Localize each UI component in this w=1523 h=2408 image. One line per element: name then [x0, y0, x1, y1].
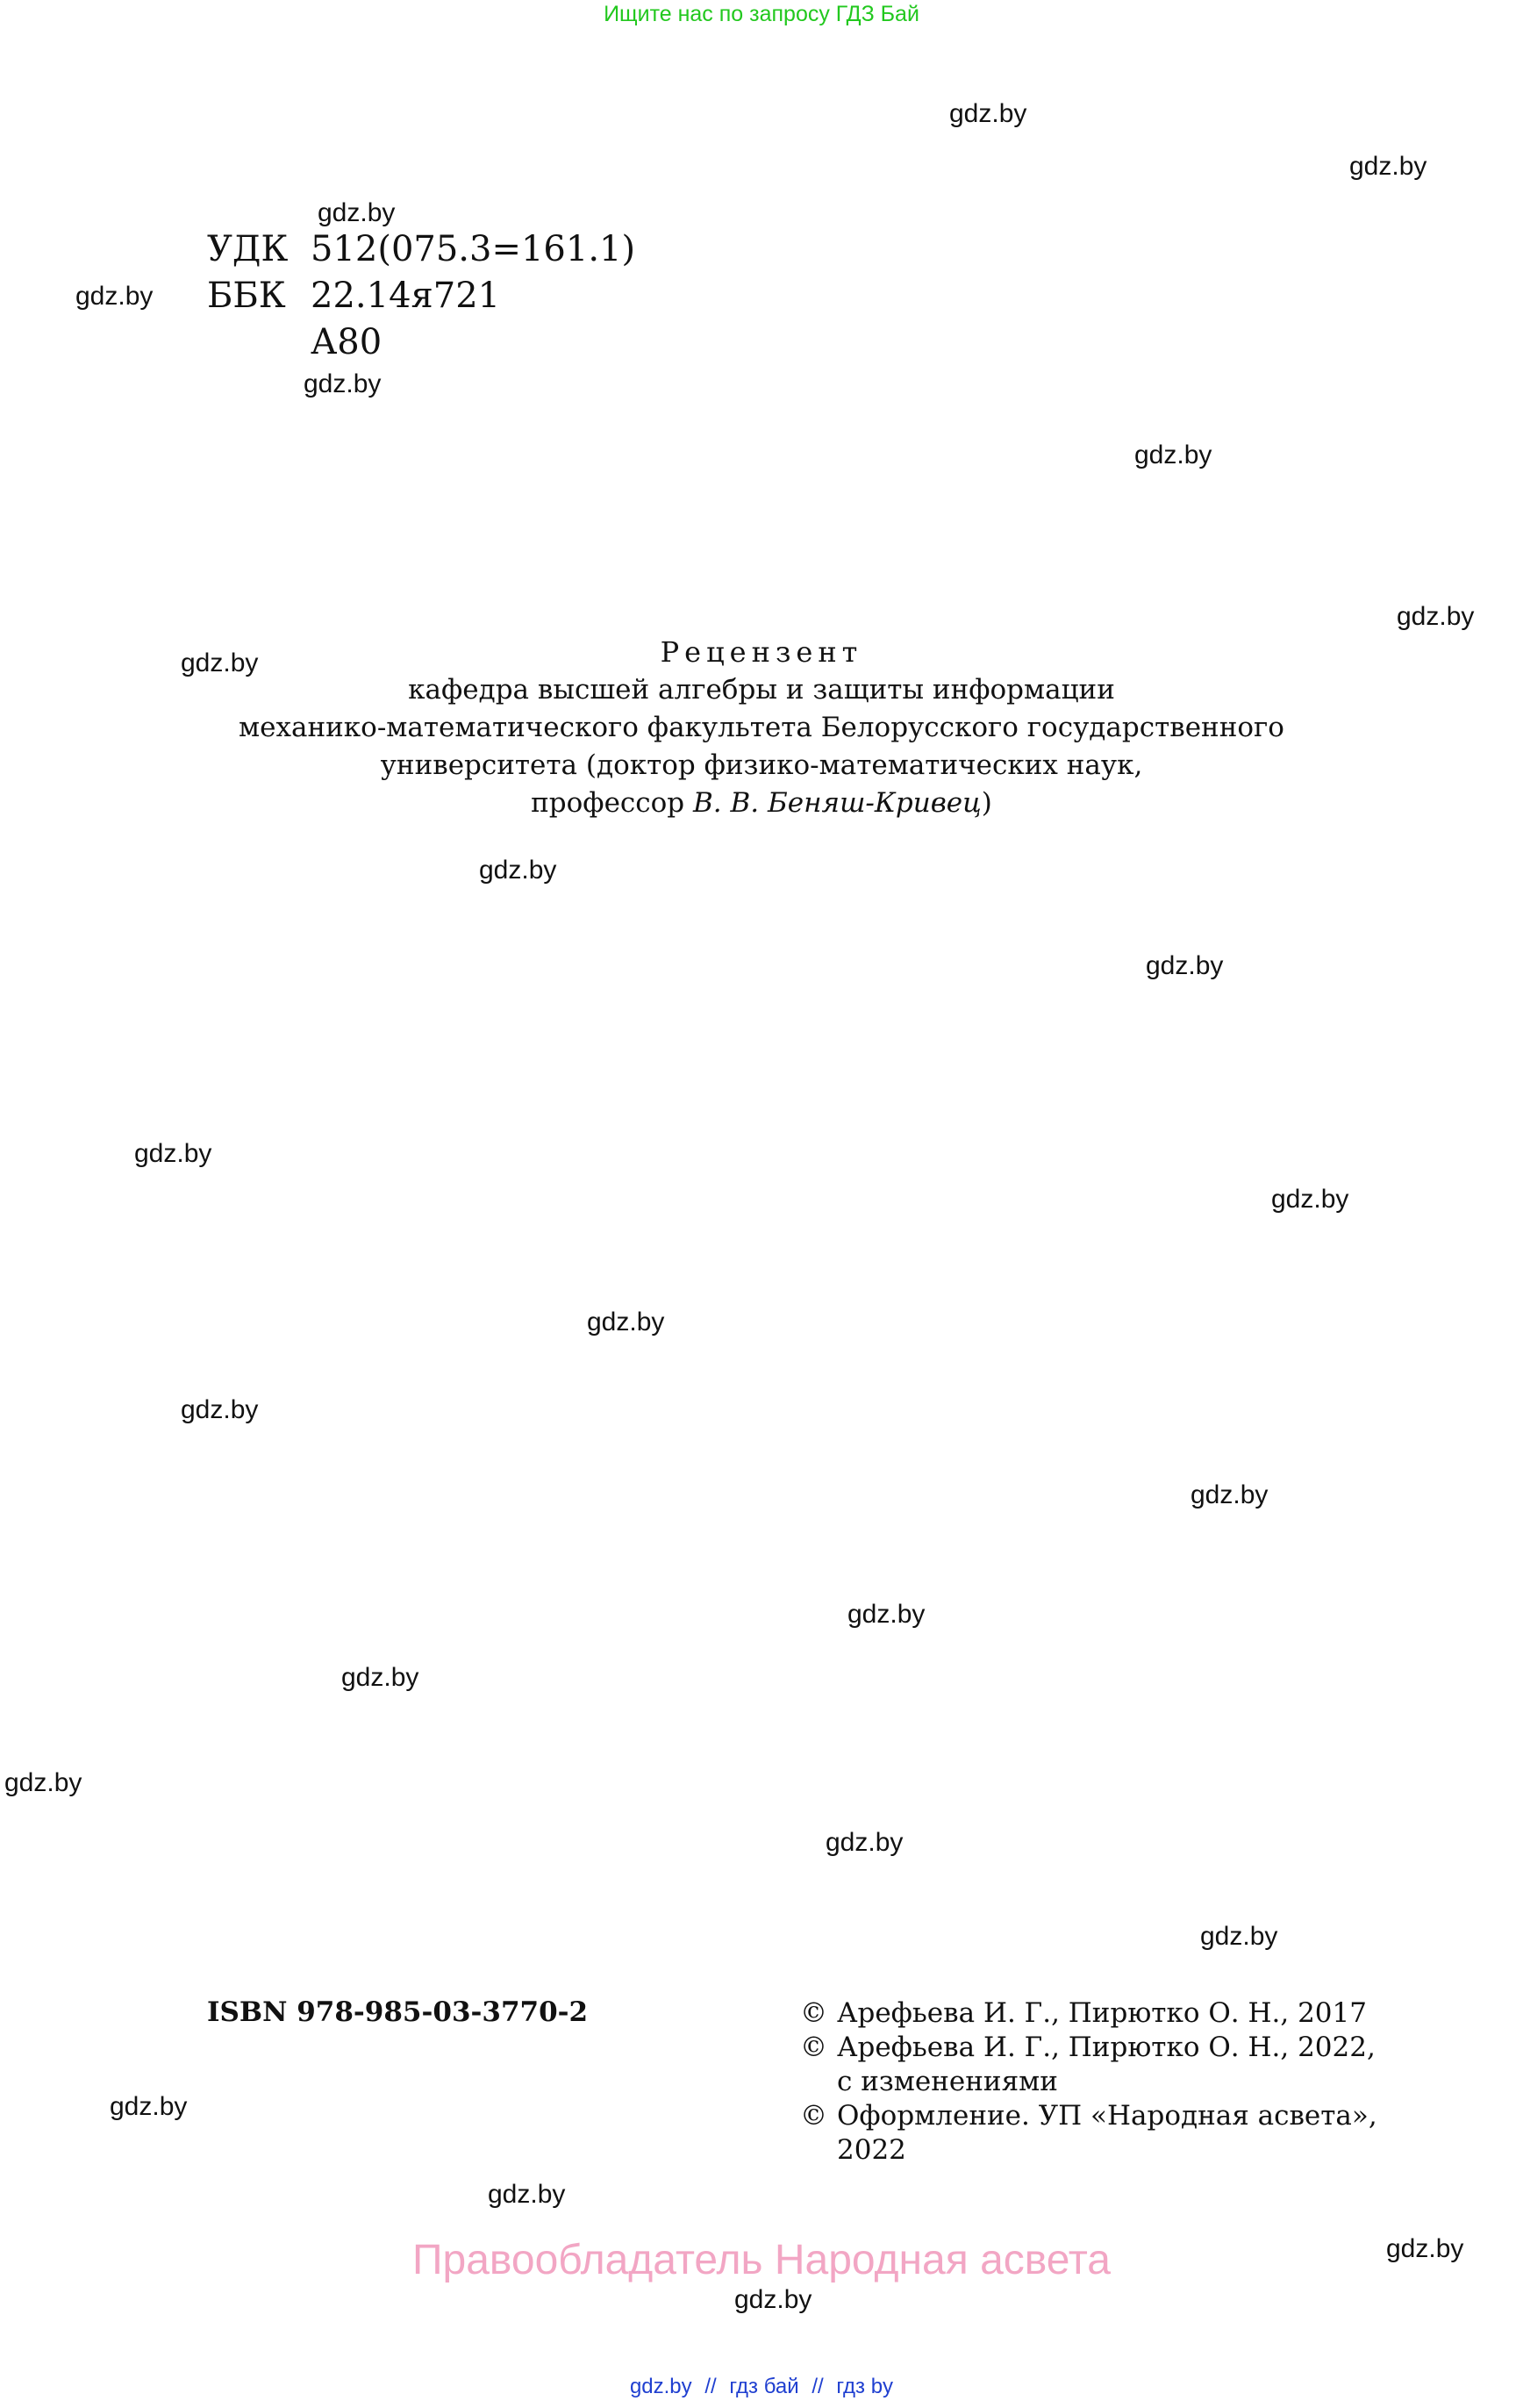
watermark-text: gdz.by [826, 1828, 904, 1857]
copyright-text [837, 2031, 1376, 2099]
watermark-text: gdz.by [1386, 2234, 1464, 2263]
copyright-block [800, 1996, 1377, 2168]
watermark-text: gdz.by [1200, 1922, 1278, 1951]
reviewer-prefix: профессор [531, 787, 694, 819]
udk-label: УДК [207, 229, 289, 269]
isbn: ISBN 978-985-03-3770-2 [207, 1996, 589, 2028]
watermark-text: gdz.by [341, 1663, 419, 1692]
copyright-entry [800, 1996, 1377, 2031]
rights-holder: Правообладатель Народная асвета [412, 2237, 1111, 2283]
watermark-text: gdz.by [734, 2285, 812, 2314]
catalog-block [207, 226, 635, 366]
watermark-text: gdz.by [949, 99, 1027, 128]
bbk-value: 22.14я721 [311, 276, 501, 316]
bbk-row [207, 273, 635, 319]
footer-link-gdz[interactable]: gdz.by [629, 2375, 692, 2398]
footer-links [0, 2375, 1523, 2399]
watermark-text: gdz.by [479, 856, 557, 885]
top-banner: Ищите нас по запросу ГДЗ Бай [604, 2, 919, 26]
copyright-text-line: с изменениями [837, 2066, 1058, 2097]
author-mark-row [207, 319, 635, 366]
watermark-text: gdz.by [1134, 441, 1212, 469]
watermark-text: gdz.by [1397, 602, 1475, 631]
reviewer-block [0, 634, 1523, 822]
udk-row [207, 226, 635, 273]
copyright-text-line: Оформление. УП «Народная асвета», [837, 2100, 1377, 2132]
author-mark: А80 [311, 322, 383, 362]
copyright-text-line: Арефьева И. Г., Пирютко О. Н., 2022, [837, 2032, 1376, 2063]
reviewer-line: кафедра высшей алгебры и защиты информации [408, 674, 1115, 706]
watermark-text: gdz.by [488, 2180, 566, 2209]
bbk-label: ББК [207, 276, 286, 316]
copyright-symbol: © [800, 2100, 827, 2132]
copyright-text: Арефьева И. Г., Пирютко О. Н., 2017 [837, 1997, 1367, 2029]
watermark-text: gdz.by [587, 1308, 665, 1337]
copyright-text [837, 2099, 1377, 2168]
copyright-entry [800, 2099, 1377, 2168]
footer-separator: // [704, 2375, 717, 2398]
watermark-text: gdz.by [304, 369, 382, 398]
watermark-text: gdz.by [110, 2092, 188, 2121]
footer-link-gdz-bai[interactable]: гдз бай [729, 2375, 799, 2398]
copyright-symbol: © [800, 2032, 827, 2063]
reviewer-line [0, 785, 1523, 822]
watermark-text: gdz.by [181, 1395, 259, 1424]
watermark-text: gdz.by [847, 1600, 926, 1629]
udk-value: 512(075.3=161.1) [311, 229, 636, 269]
copyright-entry [800, 2031, 1377, 2099]
footer-link-gdz-by[interactable]: гдз by [836, 2375, 894, 2398]
author-mark-spacer [207, 319, 311, 366]
watermark-text: gdz.by [1349, 152, 1427, 181]
watermark-text: gdz.by [4, 1768, 82, 1797]
footer-separator: // [812, 2375, 824, 2398]
watermark-text: gdz.by [134, 1139, 212, 1168]
reviewer-line: механико-математического факультета Белорусского государственного [239, 712, 1284, 743]
watermark-text: gdz.by [181, 649, 259, 677]
reviewer-name: В. В. Беняш-Кривец [693, 787, 982, 819]
watermark-text: gdz.by [1191, 1480, 1269, 1509]
watermark-text: gdz.by [1271, 1185, 1349, 1214]
reviewer-line: университета (доктор физико-математических наук, [380, 749, 1143, 781]
watermark-text: gdz.by [1146, 951, 1224, 980]
copyright-text-line: 2022 [837, 2134, 906, 2166]
watermark-text: gdz.by [75, 282, 154, 311]
reviewer-suffix: ) [981, 787, 992, 819]
reviewer-heading: Рецензент [660, 635, 863, 669]
copyright-symbol: © [800, 1997, 827, 2029]
watermark-text: gdz.by [318, 198, 396, 227]
